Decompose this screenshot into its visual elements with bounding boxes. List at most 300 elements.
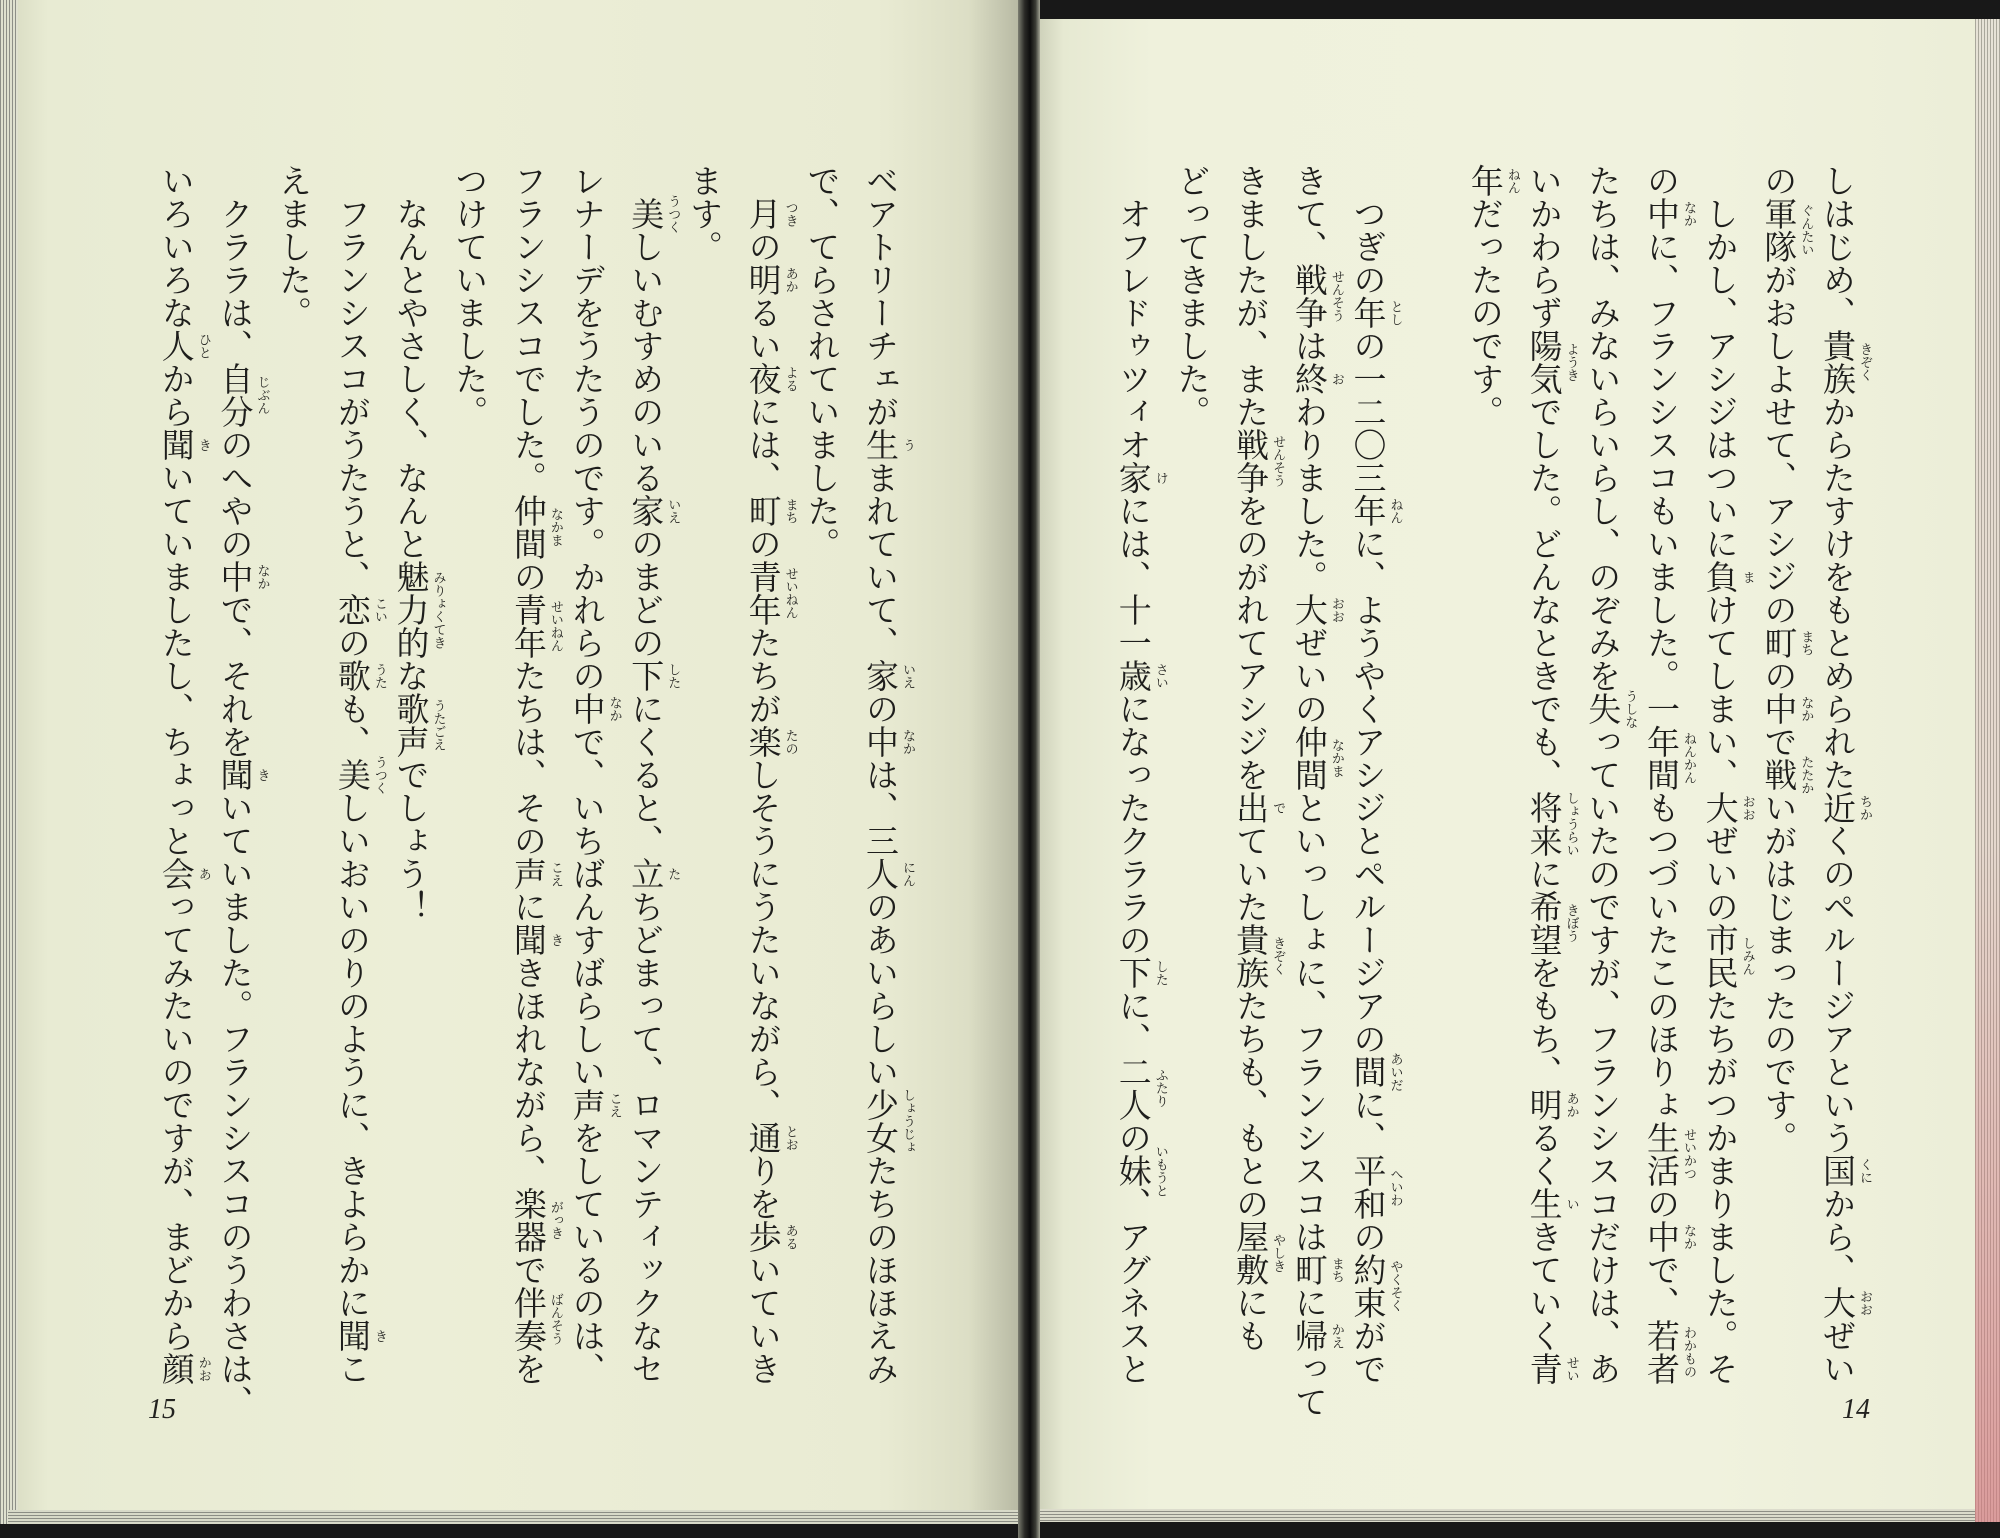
ruby-group xyxy=(1231,1220,1286,1286)
text-column xyxy=(440,164,499,1464)
ruby-base: 町 xyxy=(743,494,783,527)
ruby-group xyxy=(1524,1352,1579,1385)
ruby-group xyxy=(1524,1088,1579,1121)
furigana: で xyxy=(1270,801,1286,814)
text-run xyxy=(626,164,665,197)
text-run: に、フランシスコもいました。一 xyxy=(1641,230,1681,725)
ruby-group xyxy=(1289,362,1344,395)
ruby-group xyxy=(1700,923,1755,989)
furigana: せんそう xyxy=(1270,435,1286,487)
text-column xyxy=(616,164,681,1464)
text-run: まれていて、 xyxy=(861,461,900,659)
furigana: ねん xyxy=(1387,497,1403,524)
ruby-base: 歌 xyxy=(332,659,372,692)
ruby-group xyxy=(567,1088,622,1121)
ruby-base: 負 xyxy=(1700,560,1740,593)
ruby-group xyxy=(861,857,915,890)
ruby-group xyxy=(508,857,563,890)
text-run: いかわらず xyxy=(1524,164,1564,329)
text-column xyxy=(322,164,387,1464)
ruby-base: 中 xyxy=(1641,1220,1681,1253)
ruby-base: 年間 xyxy=(1641,725,1681,791)
furigana: くに xyxy=(1857,1157,1872,1184)
text-run: きましたが、また xyxy=(1231,164,1271,428)
text-column xyxy=(1573,164,1638,1464)
furigana: うしな xyxy=(1622,689,1638,728)
furigana: あ xyxy=(195,867,211,880)
furigana: つき xyxy=(782,200,798,227)
furigana: たの xyxy=(782,728,798,755)
ruby-base: 通 xyxy=(743,1121,783,1154)
ruby-group xyxy=(861,1088,915,1154)
furigana: た xyxy=(665,867,681,880)
text-run: ちどまって、ロマンティックなセ xyxy=(626,890,666,1385)
ruby-base: 聞 xyxy=(508,923,548,956)
book-gutter xyxy=(1018,0,1040,1538)
text-column xyxy=(498,164,563,1464)
ruby-base: 青年 xyxy=(743,560,783,626)
furigana: せいねん xyxy=(547,600,563,652)
text-run: しそうにうたいながら、 xyxy=(743,758,783,1121)
text-run: のまどの xyxy=(626,527,666,659)
ruby-group xyxy=(332,593,387,626)
furigana: よる xyxy=(782,365,798,392)
text-run: 、アグネスと xyxy=(1113,1187,1153,1385)
furigana: け xyxy=(1152,471,1168,484)
text-column xyxy=(733,164,798,1464)
ruby-base: 家 xyxy=(1113,461,1153,494)
text-run: な xyxy=(391,659,431,692)
text-run: きほれながら、 xyxy=(508,956,548,1187)
ruby-base: 会 xyxy=(156,857,196,890)
ruby-base: 楽器 xyxy=(508,1187,548,1253)
text-run: をしているのは、 xyxy=(567,1121,607,1385)
text-run: も、 xyxy=(332,692,372,758)
furigana: した xyxy=(665,662,681,689)
text-column xyxy=(674,164,733,1464)
ruby-group xyxy=(1289,1253,1344,1286)
furigana: きぞく xyxy=(1857,342,1872,382)
text-column xyxy=(850,164,915,1464)
ruby-base: 人 xyxy=(861,857,900,890)
text-run: もつづいたこのほりょ xyxy=(1641,791,1681,1121)
ruby-group xyxy=(508,1286,563,1352)
ruby-group xyxy=(215,560,270,593)
text-run: でした。どんなときでも、 xyxy=(1524,395,1564,791)
furigana: うつく xyxy=(665,194,681,233)
furigana: いもうと xyxy=(1152,1144,1168,1197)
left-page-text xyxy=(146,164,915,1464)
ruby-base: 軍隊 xyxy=(1759,197,1799,263)
furigana: なか xyxy=(900,728,915,755)
text-run: わりました。 xyxy=(1289,395,1329,593)
text-run: で、それを xyxy=(215,593,255,758)
text-run: ベアトリーチェが xyxy=(861,164,900,428)
furigana: いえ xyxy=(665,497,681,524)
ruby-base: 市民 xyxy=(1700,923,1740,989)
ruby-group xyxy=(1641,197,1696,230)
ruby-base: 自分 xyxy=(215,362,255,428)
ruby-group xyxy=(332,755,387,794)
furigana: なか xyxy=(254,563,270,590)
text-column xyxy=(1103,164,1168,1464)
text-run: で xyxy=(508,1253,548,1286)
text-run: にくると、 xyxy=(626,692,666,857)
ruby-base: 帰 xyxy=(1289,1319,1329,1352)
ruby-base: 美 xyxy=(626,197,666,230)
text-run: レナーデをうたうのです。かれらの xyxy=(567,164,607,692)
furigana: ひと xyxy=(195,332,211,359)
text-run: の xyxy=(332,626,372,659)
text-run: には、 xyxy=(743,395,783,494)
ruby-base: 屋敷 xyxy=(1231,1220,1271,1286)
text-run: ぜい xyxy=(1818,1319,1857,1385)
furigana: まち xyxy=(1798,629,1814,656)
furigana: こえ xyxy=(547,860,563,887)
ruby-base: 希望 xyxy=(1524,890,1564,956)
ruby-group xyxy=(508,593,563,659)
text-run: なんとやさしく、なんと xyxy=(391,164,431,560)
furigana: ねんかん xyxy=(1680,732,1696,784)
ruby-group xyxy=(1348,296,1403,329)
furigana: き xyxy=(254,768,270,781)
text-run: で、いちばんすばらしい xyxy=(567,725,607,1088)
furigana: おお xyxy=(1328,596,1344,623)
text-run: は、三 xyxy=(861,758,900,857)
furigana: あいだ xyxy=(1387,1052,1403,1091)
text-run: つけていました。 xyxy=(450,164,490,428)
text-run: といっしょに、フランシスコは xyxy=(1289,791,1329,1253)
ruby-base: 夜 xyxy=(743,362,783,395)
ruby-group xyxy=(332,1319,387,1352)
ruby-group xyxy=(391,692,446,758)
text-column xyxy=(1397,164,1456,1464)
ruby-group xyxy=(1113,659,1168,692)
text-run: をのがれてアシジを xyxy=(1231,494,1271,791)
furigana: ようき xyxy=(1563,342,1579,382)
text-run: の xyxy=(1348,1220,1388,1253)
ruby-group xyxy=(1465,164,1520,197)
page-edges-bottom-left xyxy=(8,1510,1018,1524)
text-run: で、てらされていました。 xyxy=(802,164,842,560)
text-run: の一二〇三 xyxy=(1348,329,1388,494)
ruby-base: 近 xyxy=(1818,791,1857,824)
ruby-base: 生活 xyxy=(1641,1121,1681,1187)
ruby-group xyxy=(1700,791,1755,824)
ruby-group xyxy=(1759,755,1814,794)
text-column xyxy=(146,164,211,1464)
ruby-group xyxy=(391,560,446,659)
ruby-base: 戦争 xyxy=(1231,428,1271,494)
ruby-group xyxy=(1289,1319,1344,1352)
furigana: うた xyxy=(371,662,387,689)
text-run: には、十一 xyxy=(1113,494,1153,659)
right-page-text xyxy=(1103,164,1872,1464)
text-run: たちも、もとの xyxy=(1231,989,1271,1220)
text-run: たちが xyxy=(743,626,783,725)
furigana: なか xyxy=(1680,1223,1696,1250)
ruby-base: 下 xyxy=(1113,956,1153,989)
text-run: でしょう！ xyxy=(391,758,431,923)
ruby-group xyxy=(1231,923,1286,989)
furigana: なかま xyxy=(1328,738,1344,778)
ruby-group xyxy=(1818,1154,1872,1187)
ruby-base: 家 xyxy=(861,659,900,692)
furigana: じぶん xyxy=(254,375,270,415)
furigana: しみん xyxy=(1739,936,1755,976)
furigana: う xyxy=(900,438,915,451)
text-run: の xyxy=(1641,164,1681,197)
furigana: せいかつ xyxy=(1680,1128,1696,1180)
ruby-base: 立 xyxy=(626,857,666,890)
ruby-group xyxy=(743,197,798,230)
furigana: なか xyxy=(606,695,622,722)
ruby-group xyxy=(1524,329,1579,395)
ruby-group xyxy=(215,362,270,428)
text-run: どってきました。 xyxy=(1172,164,1212,428)
ruby-group xyxy=(1818,1286,1872,1319)
text-column xyxy=(1690,164,1755,1464)
furigana: した xyxy=(1152,959,1168,986)
text-column xyxy=(1514,164,1579,1464)
furigana: うつく xyxy=(371,755,387,794)
ruby-group xyxy=(156,428,211,461)
furigana: まち xyxy=(1328,1256,1344,1283)
ruby-group xyxy=(1759,626,1814,659)
ruby-base: 明 xyxy=(743,263,783,296)
ruby-group xyxy=(1231,791,1286,824)
text-run: たちがつかまりました。そ xyxy=(1700,989,1740,1385)
text-run: るい xyxy=(743,296,783,362)
text-run: いていました。フランシスコのうわさは、 xyxy=(215,791,255,1418)
furigana: いえ xyxy=(900,662,915,689)
ruby-group xyxy=(1818,791,1872,824)
furigana: がっき xyxy=(547,1200,563,1240)
ruby-group xyxy=(1348,494,1403,527)
ruby-base: 年 xyxy=(1465,164,1505,197)
ruby-base: 伴奏 xyxy=(508,1286,548,1352)
ruby-base: 聞 xyxy=(215,758,255,791)
ruby-group xyxy=(861,428,915,461)
furigana: ねん xyxy=(1504,167,1520,194)
ruby-base: 歳 xyxy=(1113,659,1153,692)
ruby-base: 声 xyxy=(567,1088,607,1121)
ruby-group xyxy=(1524,890,1579,956)
ruby-group xyxy=(1113,1144,1168,1197)
ruby-group xyxy=(1113,461,1168,494)
ruby-group xyxy=(1524,791,1579,857)
furigana: ふたり xyxy=(1152,1068,1168,1108)
ruby-base: 美 xyxy=(332,758,372,791)
ruby-base: 中 xyxy=(215,560,255,593)
ruby-group xyxy=(1348,1052,1403,1091)
text-column xyxy=(792,164,851,1464)
text-run: の xyxy=(861,692,900,725)
ruby-group xyxy=(156,329,211,362)
page-edges-right xyxy=(1975,19,2000,1522)
text-run: くのペルージアという xyxy=(1818,824,1857,1154)
ruby-group xyxy=(1113,1055,1168,1121)
ruby-base: 戦 xyxy=(1759,758,1799,791)
furigana: せい xyxy=(1563,1355,1579,1382)
text-run: だったのです。 xyxy=(1465,197,1505,428)
text-run: に、 xyxy=(1113,989,1153,1055)
furigana: あか xyxy=(1563,1091,1579,1118)
text-column xyxy=(1220,164,1286,1464)
text-column xyxy=(1749,164,1814,1464)
furigana: あか xyxy=(782,266,798,293)
ruby-group xyxy=(215,758,270,791)
ruby-group xyxy=(861,659,915,692)
text-run: しいおいのりのように、きよらかに xyxy=(332,791,372,1319)
text-run: きていく xyxy=(1524,1220,1564,1352)
text-column xyxy=(1807,164,1872,1464)
text-run: の xyxy=(1113,1121,1153,1154)
text-column xyxy=(1338,164,1403,1464)
text-run: で、 xyxy=(1641,1253,1681,1319)
text-run: の xyxy=(508,560,548,593)
ruby-base: 仲間 xyxy=(1289,725,1329,791)
ruby-group xyxy=(743,1121,798,1154)
ruby-group xyxy=(156,1352,211,1385)
text-run: ってみたいのですが、まどから xyxy=(156,890,196,1352)
ruby-group xyxy=(1289,263,1344,329)
furigana: お xyxy=(1328,372,1344,385)
ruby-group xyxy=(743,263,798,296)
ruby-base: 生 xyxy=(1524,1187,1564,1220)
text-run: いがはじまったのです。 xyxy=(1759,791,1799,1154)
furigana: ばんそう xyxy=(547,1293,563,1345)
text-run xyxy=(744,164,783,197)
ruby-base: 大 xyxy=(1818,1286,1857,1319)
text-run: しいむすめのいる xyxy=(626,230,666,494)
ruby-group xyxy=(743,725,798,758)
ruby-base: 二人 xyxy=(1113,1055,1153,1121)
furigana: き xyxy=(195,438,211,451)
furigana: きぼう xyxy=(1563,903,1579,943)
ruby-base: 中 xyxy=(861,725,900,758)
furigana: しょうじょ xyxy=(900,1088,915,1154)
text-run: の xyxy=(743,527,783,560)
text-run: たちは、みないらいらし、のぞみを xyxy=(1583,164,1623,692)
ruby-base: 顔 xyxy=(156,1352,196,1385)
ruby-base: 貴族 xyxy=(1231,923,1271,989)
ruby-group xyxy=(743,494,798,527)
ruby-group xyxy=(1289,593,1344,626)
furigana: さい xyxy=(1152,662,1168,689)
text-run: の xyxy=(743,230,783,263)
ruby-group xyxy=(743,1220,798,1253)
ruby-group xyxy=(1641,725,1696,791)
ruby-group xyxy=(626,659,681,692)
text-run: たちは、その xyxy=(508,659,548,857)
ruby-base: 戦争 xyxy=(1289,263,1329,329)
furigana: い xyxy=(1563,1197,1579,1210)
text-run: しはじめ、 xyxy=(1818,164,1857,329)
furigana: なか xyxy=(1680,200,1696,227)
text-column xyxy=(1455,164,1520,1464)
ruby-base: 中 xyxy=(1641,197,1681,230)
text-run: を xyxy=(508,1352,548,1385)
text-run: クララは、 xyxy=(215,164,255,362)
text-run: フランシスコでした。 xyxy=(508,164,548,494)
furigana: こえ xyxy=(606,1091,622,1118)
ruby-group xyxy=(743,362,798,395)
ruby-base: 明 xyxy=(1524,1088,1564,1121)
ruby-base: 大 xyxy=(1700,791,1740,824)
furigana: こい xyxy=(371,596,387,623)
text-run: から、 xyxy=(1818,1187,1857,1286)
ruby-base: 少女 xyxy=(861,1088,900,1154)
ruby-base: 年 xyxy=(1348,494,1388,527)
furigana: やしき xyxy=(1270,1233,1286,1273)
text-run: りを xyxy=(743,1154,783,1220)
text-column xyxy=(381,164,446,1464)
text-run: に xyxy=(1289,1286,1329,1319)
furigana: かえ xyxy=(1328,1322,1344,1349)
ruby-base: 間 xyxy=(1348,1055,1388,1088)
page-edges-bottom-right xyxy=(1040,1509,1975,1522)
ruby-group xyxy=(508,923,563,956)
text-column xyxy=(1279,164,1344,1464)
ruby-base: 中 xyxy=(567,692,607,725)
text-run: のあいらしい xyxy=(861,890,900,1088)
text-run: つぎの xyxy=(1348,164,1388,296)
text-run: ぜいの xyxy=(1289,626,1329,725)
ruby-group xyxy=(332,659,387,692)
ruby-group xyxy=(743,560,798,626)
ruby-base: 失 xyxy=(1583,692,1623,725)
ruby-group xyxy=(1348,1154,1403,1220)
furigana: まち xyxy=(782,497,798,524)
text-run: いていましたし、ちょっと xyxy=(156,461,196,857)
ruby-base: 生 xyxy=(861,428,900,461)
text-run: は xyxy=(1289,329,1329,362)
text-run: しかし、アシジはついに xyxy=(1700,164,1740,560)
ruby-group xyxy=(156,857,211,890)
ruby-group xyxy=(1641,1121,1696,1187)
ruby-group xyxy=(1759,692,1814,725)
text-run: きて、 xyxy=(1289,164,1329,263)
ruby-group xyxy=(1583,689,1638,728)
text-run: ます。 xyxy=(684,164,724,263)
ruby-group xyxy=(1231,428,1286,494)
ruby-group xyxy=(1641,1319,1696,1385)
text-run: に、ようやくアシジとペルージアの xyxy=(1348,527,1388,1055)
ruby-base: 平和 xyxy=(1348,1154,1388,1220)
ruby-base: 大 xyxy=(1289,593,1329,626)
text-run: たちのほほえみ xyxy=(861,1154,900,1385)
furigana: ちか xyxy=(1857,794,1872,821)
text-run: をもち、 xyxy=(1524,956,1564,1088)
ruby-base: 貴族 xyxy=(1818,329,1857,395)
text-run: フランシスコがうたうと、 xyxy=(332,164,372,593)
text-run: で xyxy=(1759,725,1799,758)
ruby-base: 楽 xyxy=(743,725,783,758)
text-run: に xyxy=(508,890,548,923)
ruby-group xyxy=(1700,560,1755,593)
text-run: っていたのですが、フランシスコだけは、あ xyxy=(1583,725,1623,1385)
ruby-group xyxy=(1113,956,1168,989)
page-number: 15 xyxy=(148,1394,176,1425)
ruby-base: 人 xyxy=(156,329,196,362)
text-run: のへやの xyxy=(215,428,255,560)
text-run: に xyxy=(1524,857,1564,890)
furigana: おお xyxy=(1739,794,1755,821)
furigana: うたごえ xyxy=(430,699,446,751)
text-run: ていた xyxy=(1231,824,1271,923)
furigana: き xyxy=(371,1329,387,1342)
